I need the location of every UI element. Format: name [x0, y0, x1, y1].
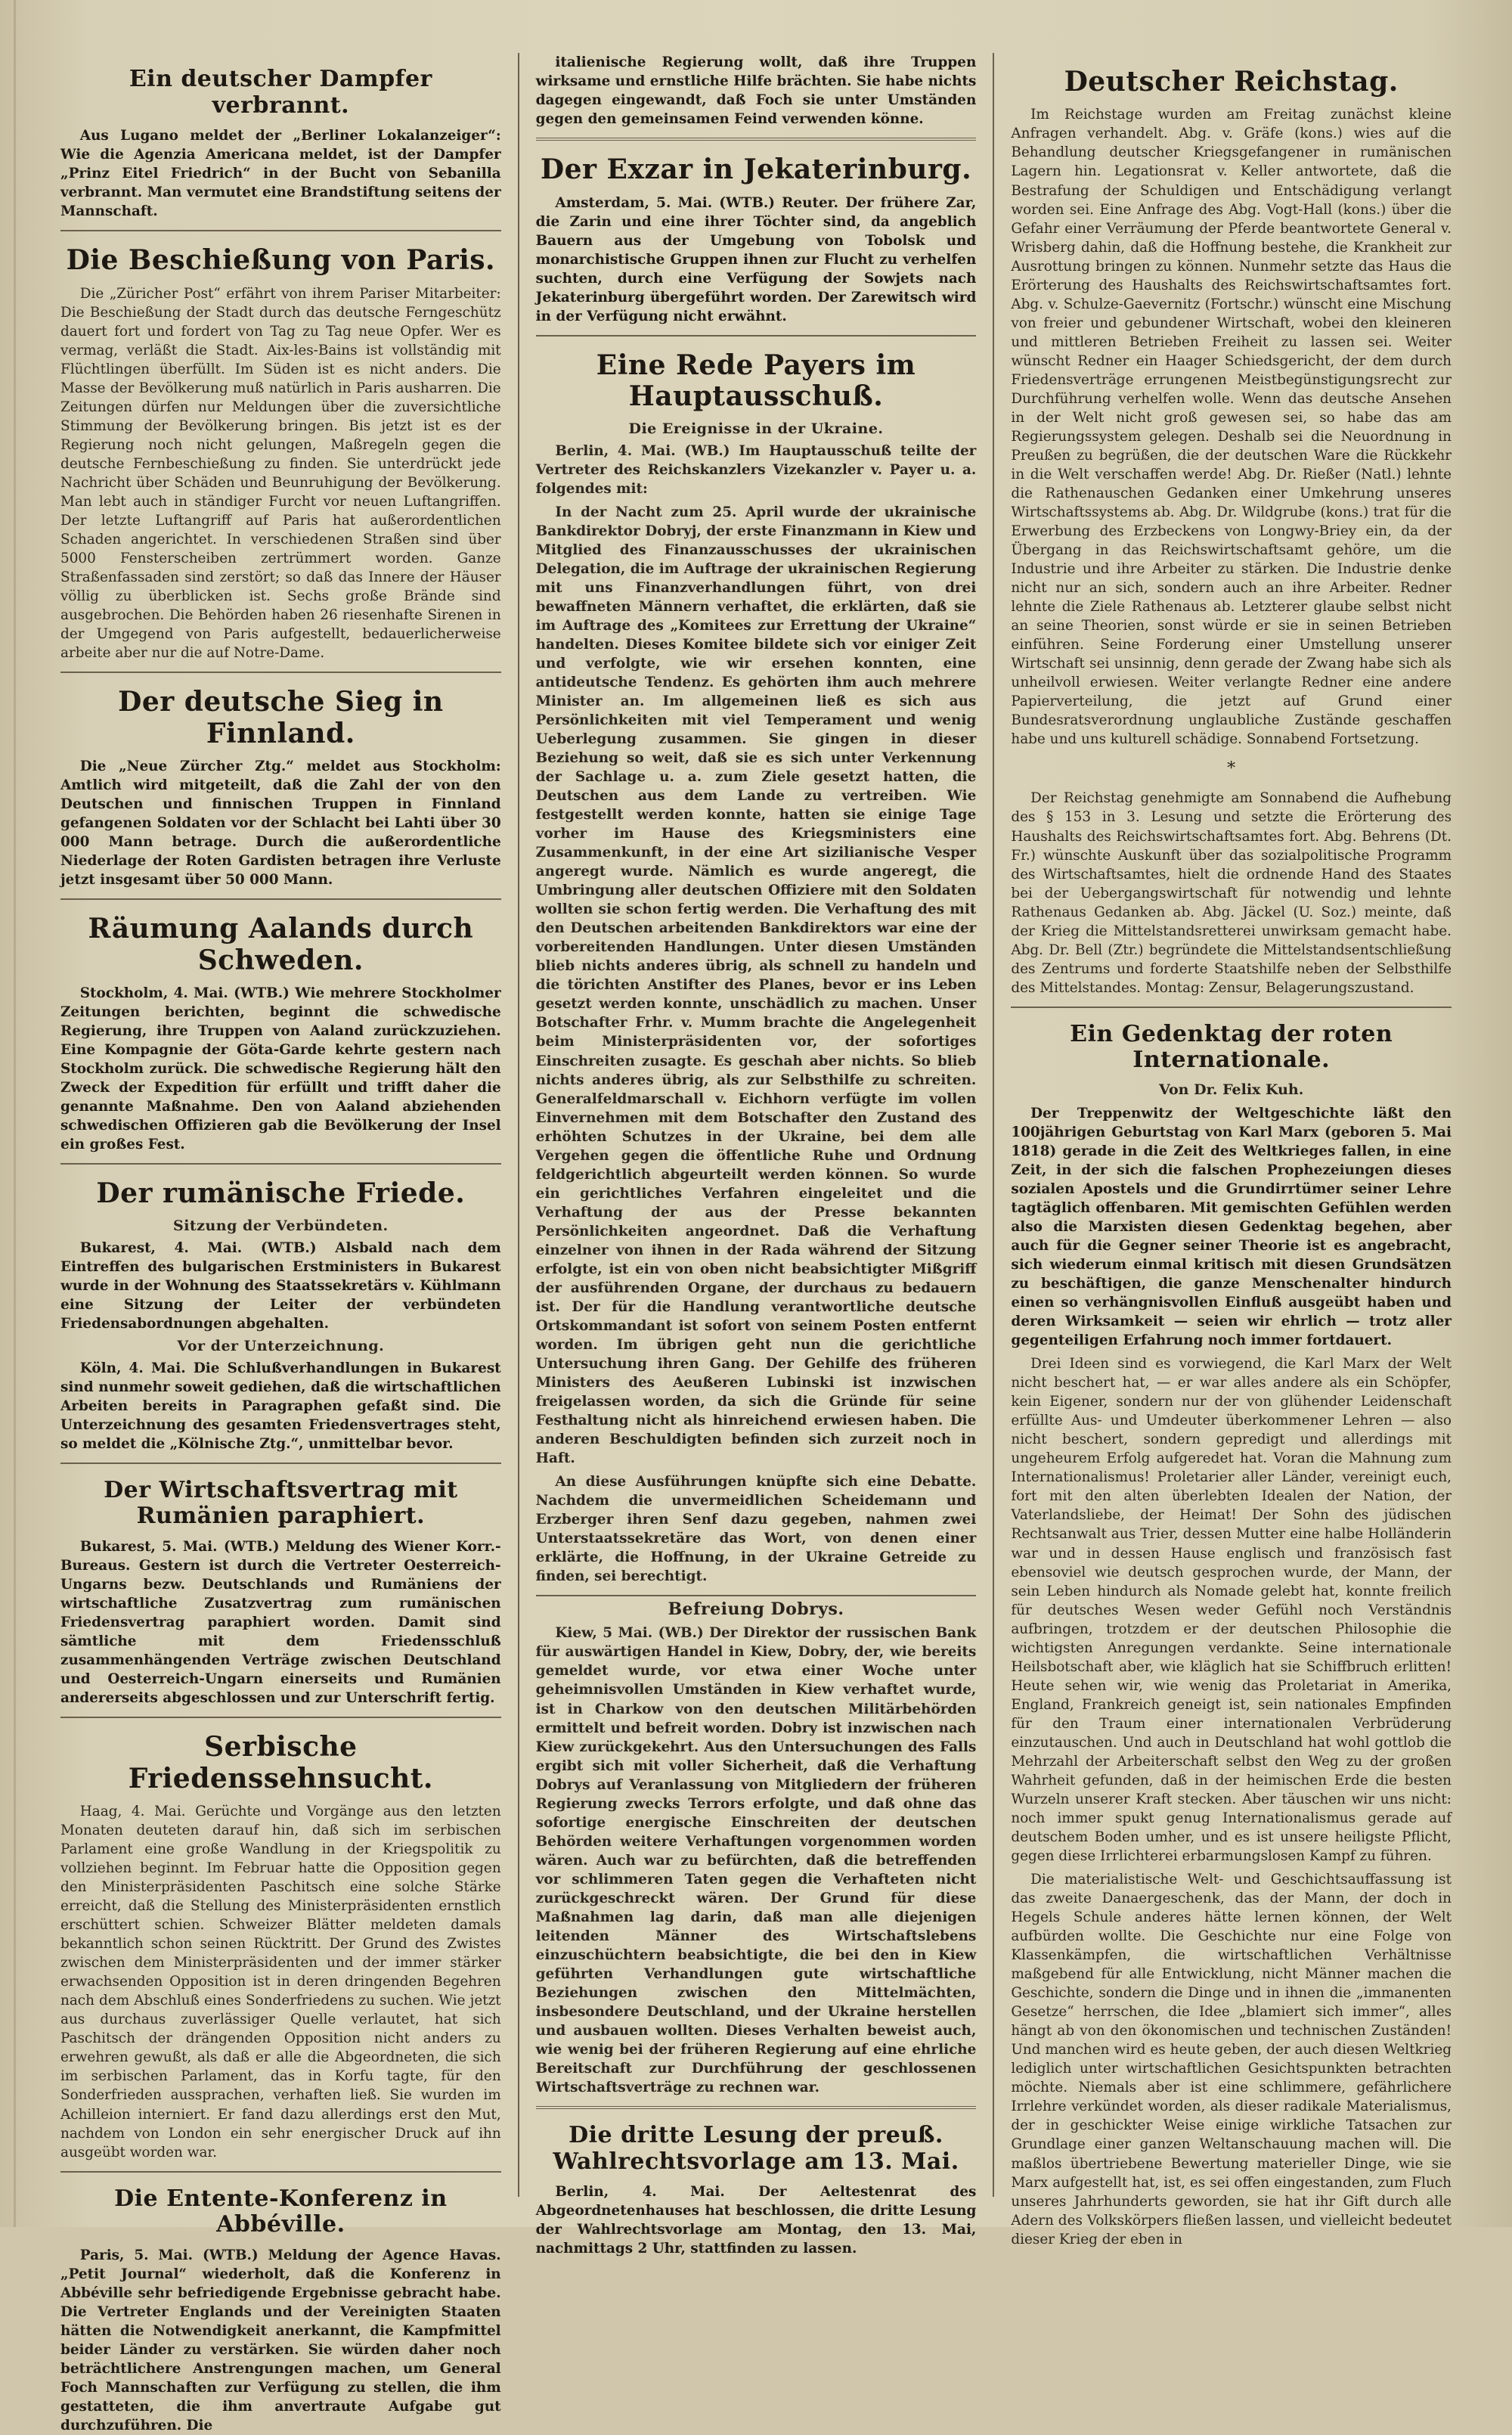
- subheading-ukraine: Die Ereignisse in der Ukraine.: [628, 420, 884, 437]
- article-dobrys-text: Kiew, 5 Mai. (WB.) Der Direktor der russischen Bank für auswärtigen Handel in Kiew, Dobry, der, wie bereits gemeldet wurde, vor etwa einer Woche unter geheimnisvollen Umständen in Kiew verhaftet wurde, ist in Charkow von den deutschen Militärbehörden ermittelt und befreit worden. Dobry ist inzwischen nach Kiew zurückgekehrt. Aus den Untersuchungen des Falls ergibt sich mit voller Sicherheit, daß die Verhaftung Dobrys auf Veranlassung von Mitgliedern der früheren Regierung zwecks Terrors erfolgte, und daß ohne das sofortige energische Einschreiten der deutschen Behörden weitere Verhaftungen vorgenommen worden wären. Auch war zu befürchten, daß die betreffenden vor schlimmeren Taten gegen die Verhafteten nicht zurückgeschreckt wären. Der Grund für diese Maßnahmen lag darin, daß man alle diejenigen leitenden Männer des Wirtschaftslebens einzuschüchtern beabsichtigte, die bei den in Kiew geführten Verhandlungen gute wirtschaftliche Beziehungen zwischen den Mittelmächten, insbesondere Deutschland, und der Ukraine herstellen und ausbauen wollten. Dieses Verhalten beweist auch, wie wenig bei der früheren Regierung auf eine ehrliche Bereitschaft zur Durchführung der geschlossenen Wirtschaftsverträge zu rechnen war.: [535, 1625, 977, 2096]
- headline-rumaenien-friede: Der rumänische Friede.: [96, 1177, 466, 1210]
- article-wirtschaftsvertrag-text: Bukarest, 5. Mai. (WTB.) Meldung des Wiener Korr.-Bureaus. Gestern ist durch die Vertreter Oesterreich-Ungarns bezw. Deutschlands und Rumäniens der wirtschaftliche Zusatzvertrag zum rumänischen Friedensvertrag paraphiert worden. Damit sind sämtliche mit dem Friedensschluß zusammenhängenden Verträge zwischen Deutschland und Oesterreich-Ungarn einerseits und Rumänien andererseits abgeschlossen und zur Unterschrift fertig.: [60, 1538, 501, 1707]
- column-right: [994, 53, 1468, 2247]
- article-gedenktag-p3: Die materialistische Welt- und Geschichtsauffassung ist das zweite Danaergeschenk, das der Mann, der doch in Hegels Schule anderes hätte lernen können, der Welt aufbürden wollte. Die Geschichte nur eine Folge von Klassenkämpfen, die wirtschaftlichen Verhältnisse maßgebend für alle Entwicklung, nicht Männer machen die Geschichte, sondern die Dinge und in ihnen die „immanenten Gesetze“ herrschen, die Idee „blamiert sich immer“, alles hängt ab von den ökonomischen und technischen Zuständen! Und manchen wird es heute geben, der auch diesen Weltkrieg lediglich unter wirtschaftlichen Gesichtspunkten betrachten möchte. Niemals aber ist eine schlimmere, gefährlichere Irrlehre verkündet worden, als dieser radikale Materialismus, der in geschickter Weise einige wirkliche Tatsachen zur Grundlage einer ganzen Weltanschauung machen will. Die maßlos übertriebene Bewertung materieller Dinge, wie sie Marx aufgestellt hat, ist, es sei offen eingestanden, zum Fluch unseres Jahrhunderts geworden, sie hat ihr Gift durch alle Adern des Volkskörpers fließen lassen, und vielleicht bedeutet dieser Krieg der eben in: [1011, 1872, 1452, 2247]
- headline-paris: Die Beschießung von Paris.: [66, 244, 496, 277]
- continued-lead-text: italienische Regierung wollt, daß ihre Truppen wirksame und ernstliche Hilfe brächten. Sie habe nichts dagegen eingewandt, daß Foch sie unter Umständen gegen den gemeinsamen Feind verwenden könne.: [535, 54, 977, 128]
- article-gedenktag-p1: Der Treppenwitz der Weltgeschichte läßt den 100jährigen Geburtstag von Karl Marx (geboren 5. Mai 1818) gerade in die Zeit des Weltkrieges fallen, in eine Zeit, in der sich die falschen Prophezeiungen dieses sozialen Apostels und die Grundirrtümer seiner Lehre tagtäglich offenbaren. Mit gemischten Gefühlen werden also die Marxisten diesen Gedenktag begehen, aber auch für die Gegner seiner Theorie ist es angebracht, sich wiederum einmal kritisch mit diesen Grundsätzen zu beschäftigen, die ganze Menschenalter hindurch einen so verhängnisvollen Einfluß ausgeübt haben und deren Wirksamkeit — seien wir ehrlich — trotz aller gegenteiligen Erfahrung noch immer fortdauert.: [1011, 1105, 1452, 1349]
- divider: [60, 1463, 501, 1464]
- article-finnland-text: Die „Neue Zürcher Ztg.“ meldet aus Stockholm: Amtlich wird mitgeteilt, daß die Zahl der von den Deutschen und finnischen Truppen in Finnland gefangenen Soldaten vor der Schlacht bei Lahti über 30 000 Mann betrage. Durch die außerordentliche Niederlage der Roten Gardisten betragen ihre Verluste jetzt insgesamt über 50 000 Mann.: [60, 758, 501, 889]
- section-star: *: [1227, 759, 1236, 779]
- column-left: [60, 53, 519, 2433]
- article-reichstag-text: Im Reichstage wurden am Freitag zunächst kleine Anfragen verhandelt. Abg. v. Gräfe (kons.) wies auf die Behandlung deutscher Kriegsgefangener in rumänischen Lagern hin. Legationsrat v. Keller antwortete, daß die Bestrafung der Schuldigen und Entschädigung verlangt worden sei. Eine Anfrage des Abg. Vogt-Hall (kons.) über die Gefahr einer Verräumung der Pferde beantwortete General v. Wrisberg dahin, daß die Hoffnung bestehe, die Krankheit zur Ausrottung bringen zu können. Nunmehr setzte das Haus die Erörterung des Haushalts des Reichswirtschaftsamtes fort. Abg. v. Schulze-Gaevernitz (Fortschr.) wünscht eine Mischung von freier und gebundener Wirtschaft, wobei den kleineren und mittleren Betrieben Freiheit zu lassen sei. Weiter wünscht Redner ein Haager Schiedsgericht, der dem durch Friedensverträge errungenen Meistbegünstigungsrecht zur Durchführung verhelfen wolle. Wenn das deutsche Ansehen in der Welt nicht groß gewesen sei, so habe das am Regierungssystem gelegen. Deshalb sei die Neuordnung in Preußen zu begrüßen, die der deutschen Ware die Rückkehr in die Welt verschaffen werde! Abg. Dr. Rießer (Natl.) lehnte die Rathenauschen Gedanken einer Umkehrung unseres Wirtschaftssystems ab. Abg. Dr. Wildgrube (kons.) trat für die Erwerbung des Erzbeckens von Longwy-Briey ein, da der Übergang in das Reichswirtschaftsamt gehöre, um die Industrie und ihre Arbeiter zu stärken. Die Industrie denke nicht nur an sich, sondern auch an ihre Arbeiter. Redner lehnte die Ziele Rathenaus ab. Letzterer glaube selbst nicht an seine Theorien, sonst würde er sie in seinen Betrieben einführen. Seine Forderung einer Umstellung unserer Wirtschaft sei unsinnig, denn gerade der Zwang habe sich als unheilvoll erwiesen. Weiter verlangte Redner eine andere Papierverteilung, die jetzt auf Grund einer Bundesratsverordnung unglaubliche Zustände geschaffen habe und uns kulturell schädige. Sonnabend Fortsetzung.: [1011, 107, 1452, 748]
- article-serbien-text: Haag, 4. Mai. Gerüchte und Vorgänge aus den letzten Monaten deuteten darauf hin, daß sich im serbischen Parlament eine große Wandlung in der Kriegspolitik zu vollziehen beginnt. Im Februar hatte die Opposition gegen den Ministerpräsidenten Paschitsch eine solche Stärke erreicht, daß die Stellung des Ministerpräsidenten ernstlich erschüttert schien. Schweizer Blätter meldeten damals bekanntlich schon seinen Rücktritt. Der Grund des Zwistes zwischen dem Ministerpräsidenten und der immer stärker erwachsenden Opposition ist in deren dringenden Begehren nach dem Abschluß eines Sonderfriedens zu suchen. Wie jetzt aus durchaus zuverlässiger Quelle verlautet, hat sich Paschitsch der drängenden Opposition nicht anders zu erwehren gewußt, als daß er alle die Abgeordneten, die sich im serbischen Parlament, das in Korfu tagte, für den Sonderfrieden aussprachen, verhaften ließ. Sie wurden im Achilleion interniert. Er fand dazu allerdings erst den Mut, nachdem von London ein sehr energischer Druck auf ihn ausgeübt worden war.: [60, 1804, 501, 2160]
- divider: [536, 138, 977, 141]
- article-paris-text: Die „Züricher Post“ erfährt von ihrem Pariser Mitarbeiter: Die Beschießung der Stadt durch das deutsche Ferngeschütz dauert fort und fordert von Tag zu Tag neue Opfer. Wer es vermag, verläßt die Stadt. Aix-les-Bains ist vollständig mit Flüchtlingen überfüllt. Im Süden ist es nicht anders. Die Masse der Bevölkerung muß natürlich in Paris ausharren. Die Zeitungen dürfen nur Meldungen über die zuversichtliche Stimmung der Bevölkerung bringen. Bis jetzt ist es der Regierung noch nicht gelungen, Maßregeln gegen die deutsche Fernbeschießung zu finden. Sie unterdrückt jede Nachricht über Schäden und Beunruhigung der Bevölkerung. Man lebt auch in ständiger Furcht vor neuen Luftangriffen. Der letzte Luftangriff auf Paris hat außerordentlichen Schaden angerichtet. In verschiedenen Straßen sind über 5000 Fensterscheiben zertrümmert worden. Ganze Straßenfassaden sind zerstört; so daß das Innere der Häuser völlig zu überblicken ist. Sechs große Brände sind ausgebrochen. Die Behörden haben 26 riesenhafte Sirenen in der Umgegend von Paris aufgestellt, bedauerlicherweise arbeite aber nur die auf Notre-Dame.: [60, 285, 501, 662]
- subheading-sitzung: Sitzung der Verbündeten.: [172, 1217, 389, 1234]
- article-abbeville-text: Paris, 5. Mai. (WTB.) Meldung der Agence Havas. „Petit Journal“ wiederholt, daß die Konferenz in Abbéville sehr befriedigende Ergebnisse gebracht habe. Die Vertreter Englands und der Vereinigten Staaten hätten die Notwendigkeit anerkannt, die Kampfmittel beider Länder zu verstärken. Sie würden daher noch beträchtlichere Anstrengungen machen, um General Foch Mannschaften zur Verfügung zu stellen, die ihm gestatteten, die ihm anvertraute Aufgabe gut durchzuführen. Die: [60, 2247, 501, 2433]
- headline-finnland: Der deutsche Sieg in Finnland.: [118, 686, 444, 749]
- column-middle: [519, 53, 995, 2257]
- headline-abbeville: Die Entente-Konferenz in Abbéville.: [114, 2185, 448, 2238]
- headline-dampfer: Ein deutscher Dampfer verbrannt.: [129, 66, 432, 119]
- divider: [536, 1595, 977, 1596]
- headline-serbien: Serbische Friedenssehnsucht.: [128, 1731, 433, 1794]
- divider: [60, 1717, 501, 1718]
- article-dampfer-text: Aus Lugano meldet der „Berliner Lokalanzeiger“: Wie die Agenzia Americana meldet, ist der Dampfer „Prinz Eitel Friedrich“ in der Bucht von Sebanilla verbrannt. Man vermutet eine Brandstiftung seitens der Mannschaft.: [60, 128, 501, 220]
- headline-dobrys: Befreiung Dobrys.: [668, 1599, 844, 1620]
- byline-kuh: Von Dr. Felix Kuh.: [1159, 1081, 1304, 1098]
- divider: [60, 1163, 501, 1165]
- divider: [60, 898, 501, 900]
- divider: [60, 230, 501, 231]
- headline-gedenktag: Ein Gedenktag der roten Internationale.: [1070, 1020, 1393, 1074]
- article-payer-intro: Berlin, 4. Mai. (WB.) Im Hauptausschuß teilte der Vertreter des Reichskanzlers Vizekanzler v. Payer u. a. folgendes mit:: [535, 442, 977, 497]
- article-payer-debate: An diese Ausführungen knüpfte sich eine Debatte. Nachdem die unvermeidlichen Scheidemann und Erzberger ihren Senf dazu gegeben, nahmen zwei Unterstaatssekretäre das Wort, von denen einer erklärte, die Hoffnung, in der Ukraine Getreide zu finden, sei berechtigt.: [535, 1474, 977, 1585]
- headline-reichstag: Deutscher Reichstag.: [1064, 66, 1399, 98]
- article-payer-text: In der Nacht zum 25. April wurde der ukrainische Bankdirektor Dobryj, der erste Finanzmann in Kiew und Mitglied des Finanzausschusses der ukrainischen Delegation, die im Auftrage der ukrainischen Regierung mit uns Finanzverhandlungen führt, von drei bewaffneten Männern verhaftet, die erklärten, daß sie im Auftrage des „Komitees zur Errettung der Ukraine“ handelten. Dieses Komitee bildete sich vor einiger Zeit und verfolgte, wie wir ersehen konnten, eine antideutsche Tendenz. Es gehörten ihm auch mehrere Minister an. Im allgemeinen ließ es sich aus Persönlichkeiten mit viel Temperament und wenig Ueberlegung zusammen. Sie gingen in dieser Beziehung so weit, daß sie es sich unter Verkennung der Sachlage u. a. zum Ziele gesetzt hatten, die Deutschen aus dem Lande zu vertreiben. Wie festgestellt werden konnte, hatten sie einige Tage vorher im Hause des Kriegsministers eine Zusammenkunft, in der eine Art sizilianische Vesper angeregt wurde. Nämlich es wurde angeregt, die Umbringung aller deutschen Offiziere mit den Soldaten wollten sie schon fertig werden. Die Verhaftung des mit den Deutschen arbeitenden Bankdirektors war eine der vorbereitenden Handlungen. Unter diesen Umständen blieb nichts anderes übrig, als schnell zu handeln und die törichten Anstifter des Planes, bevor er ins Leben gesetzt werden konnte, unschädlich zu machen. Unser Botschafter Frhr. v. Mumm brachte die Angelegenheit beim Ministerpräsidenten vor, der sofortiges Einschreiten zusagte. Es geschah aber nichts. So blieb nichts anderes übrig, als zur Selbsthilfe zu schreiten. Generalfeldmarschall v. Eichhorn verfügte im vollen Einvernehmen mit dem Botschafter den Zustand des erhöhten Schutzes in der Ukraine, bei dem alle Vergehen gegen die öffentliche Ruhe und Ordnung feldgerichtlich abgeurteilt werden können. So wurde ein gerichtliches Verfahren eingeleitet und die Verhaftung der aus der Presse bekannten Persönlichkeiten angeordnet. Daß die Verhaftung einzelner von ihnen in der Rada während der Sitzung erfolgte, ist ein von oben nicht beabsichtigter Mißgriff der ausführenden Organe, der durchaus zu bedauern ist. Der für die Handlung verantwortliche deutsche Ortskommandant ist sofort von seinem Posten entfernt worden. Im übrigen geht nun die gerichtliche Untersuchung ihren Gang. Der Gehilfe des früheren Ministers des Aeußeren Lubinski ist inzwischen freigelassen worden, da sich die Gründe für seine Festhaltung nicht als hinreichend erwiesen haben. Die anderen Beschuldigten befinden sich zurzeit noch in Haft.: [535, 504, 977, 1467]
- article-aaland-text: Stockholm, 4. Mai. (WTB.) Wie mehrere Stockholmer Zeitungen berichten, beginnt die schwedische Regierung, ihre Truppen von Aaland zurückzuziehen. Eine Kompagnie der Göta-Garde kehrte gestern nach Stockholm zurück. Die schwedische Regierung hält den Zweck der Expedition für erfüllt und trifft daher die genannte Maßnahme. Den von Aaland abziehenden schwedischen Offizieren gab die Bevölkerung der Insel ein großes Fest.: [60, 985, 501, 1153]
- article-gedenktag-p2: Drei Ideen sind es vorwiegend, die Karl Marx der Welt nicht beschert hat, — er war alles andere als ein Schöpfer, kein Eigener, sondern nur der von glühender Leidenschaft erfüllte Aus- und Umdeuter überkommener Lehren — also nicht beschert, sondern gepredigt und allerdings mit ungeheurem Erfolg aufgeredet hat. Voran die Mahnung zum Internationalismus! Proletarier aller Länder, vereinigt euch, fort mit den alten überlebten Idealen der Nation, der Vaterlandsliebe, der Heimat! Der Sohn des jüdischen Rechtsanwalt aus Trier, dessen Mutter eine halbe Holländerin war und in dessen Hause englisch und französisch fast ebensoviel wie deutsch gesprochen wurde, der Mann, der sein Leben hindurch als Nomade gelebt hat, konnte freilich für deutsches Wesen weder Gefühl noch Verständnis aufbringen, trotzdem er der deutschen Philosophie die wichtigsten Anregungen verdankte. Seine internationale Heilsbotschaft aber, wie kläglich hat sie Schiffbruch erlitten! Heute sehen wir, wie wenig das Proletariat in Amerika, England, Frankreich geneigt ist, sein nationales Empfinden für den Traum einer internationalen Verbrüderung einzutauschen. Und auch in Deutschland hat wohl gottlob die Mehrzahl der Arbeiterschaft selbst den Weg zu der großen Wahrheit gefunden, daß in der heimischen Erde die besten Wurzeln unserer Kraft stecken. Aber täuschen wir uns nicht: noch immer spukt genug Internationalismus gerade auf deutschem Boden umher, und es ist unsere heiligste Pflicht, gegen diese Irrlichterei erbarmungslosen Kampf zu führen.: [1011, 1356, 1452, 1865]
- headline-wirtschaftsvertrag: Der Wirtschaftsvertrag mit Rumänien paraphiert.: [104, 1476, 458, 1530]
- divider: [536, 335, 977, 337]
- headline-wahlrecht: Die dritte Lesung der preuß. Wahlrechtsvorlage am 13. Mai.: [553, 2122, 959, 2175]
- columns: [60, 53, 1468, 2433]
- divider: [1011, 1007, 1452, 1008]
- headline-payer: Eine Rede Payers im Hauptausschuß.: [596, 349, 916, 413]
- headline-exzar: Der Exzar in Jekaterinburg.: [540, 154, 972, 186]
- divider: [60, 2171, 501, 2173]
- article-sitzung-text: Bukarest, 4. Mai. (WTB.) Alsbald nach dem Eintreffen des bulgarischen Erstministers in Bukarest wurde in der Wohnung des Staatssekretärs v. Kühlmann eine Sitzung der Leiter der verbündeten Friedensabordnungen abgehalten.: [60, 1239, 501, 1332]
- article-wahlrecht-text: Berlin, 4. Mai. Der Aeltestenrat des Abgeordnetenhauses hat beschlossen, die dritte Lesung der Wahlrechtsvorlage am Montag, den 13. Mai, nachmittags 2 Uhr, stattfinden zu lassen.: [535, 2184, 977, 2257]
- article-unterzeichnung-text: Köln, 4. Mai. Die Schlußverhandlungen in Bukarest sind nunmehr soweit gediehen, daß die wirtschaftlichen Arbeiten bereits in Paragraphen gefaßt sind. Die Unterzeichnung des gesamten Friedensvertrages steht, so meldet die „Kölnische Ztg.“, unmittelbar bevor.: [60, 1360, 501, 1452]
- headline-aaland: Räumung Aalands durch Schweden.: [88, 913, 474, 976]
- divider: [60, 672, 501, 673]
- paper-edge: [14, 0, 16, 2227]
- article-exzar-text: Amsterdam, 5. Mai. (WTB.) Reuter. Der frühere Zar, die Zarin und eine ihrer Töchter sind, da angeblich Bauern aus der Umgebung von Tobolsk und monarchistische Gruppen ihnen zur Flucht zu verhelfen suchten, durch eine Verfügung der Sowjets nach Jekaterinburg übergeführt worden. Der Zarewitsch wird in der Verfügung nicht erwähnt.: [535, 194, 977, 324]
- subheading-unterzeichnung: Vor der Unterzeichnung.: [177, 1337, 385, 1354]
- divider: [536, 2106, 977, 2109]
- article-reichstag-saturday: Der Reichstag genehmigte am Sonnabend die Aufhebung des § 153 in 3. Lesung und setzte die Erörterung des Haushalts des Reichswirtschaftsamtes fort. Abg. Behrens (Dt. Fr.) wünschte Auskunft über das sozialpolitische Programm des Wirtschaftsamtes, hielt die ordnende Hand des Staates bei der Uebergangswirtschaft für notwendig und lehnte Rathenaus Gedanken ab. Abg. Jäckel (U. Soz.) meinte, daß der Krieg die Mittelstandsretterei unwirksam gemacht habe. Abg. Dr. Bell (Ztr.) begründete die Mittelstandsentschließung des Zentrums und forderte Staatshilfe neben der Selbsthilfe des Mittelstandes. Montag: Zensur, Belagerungszustand.: [1011, 790, 1452, 996]
